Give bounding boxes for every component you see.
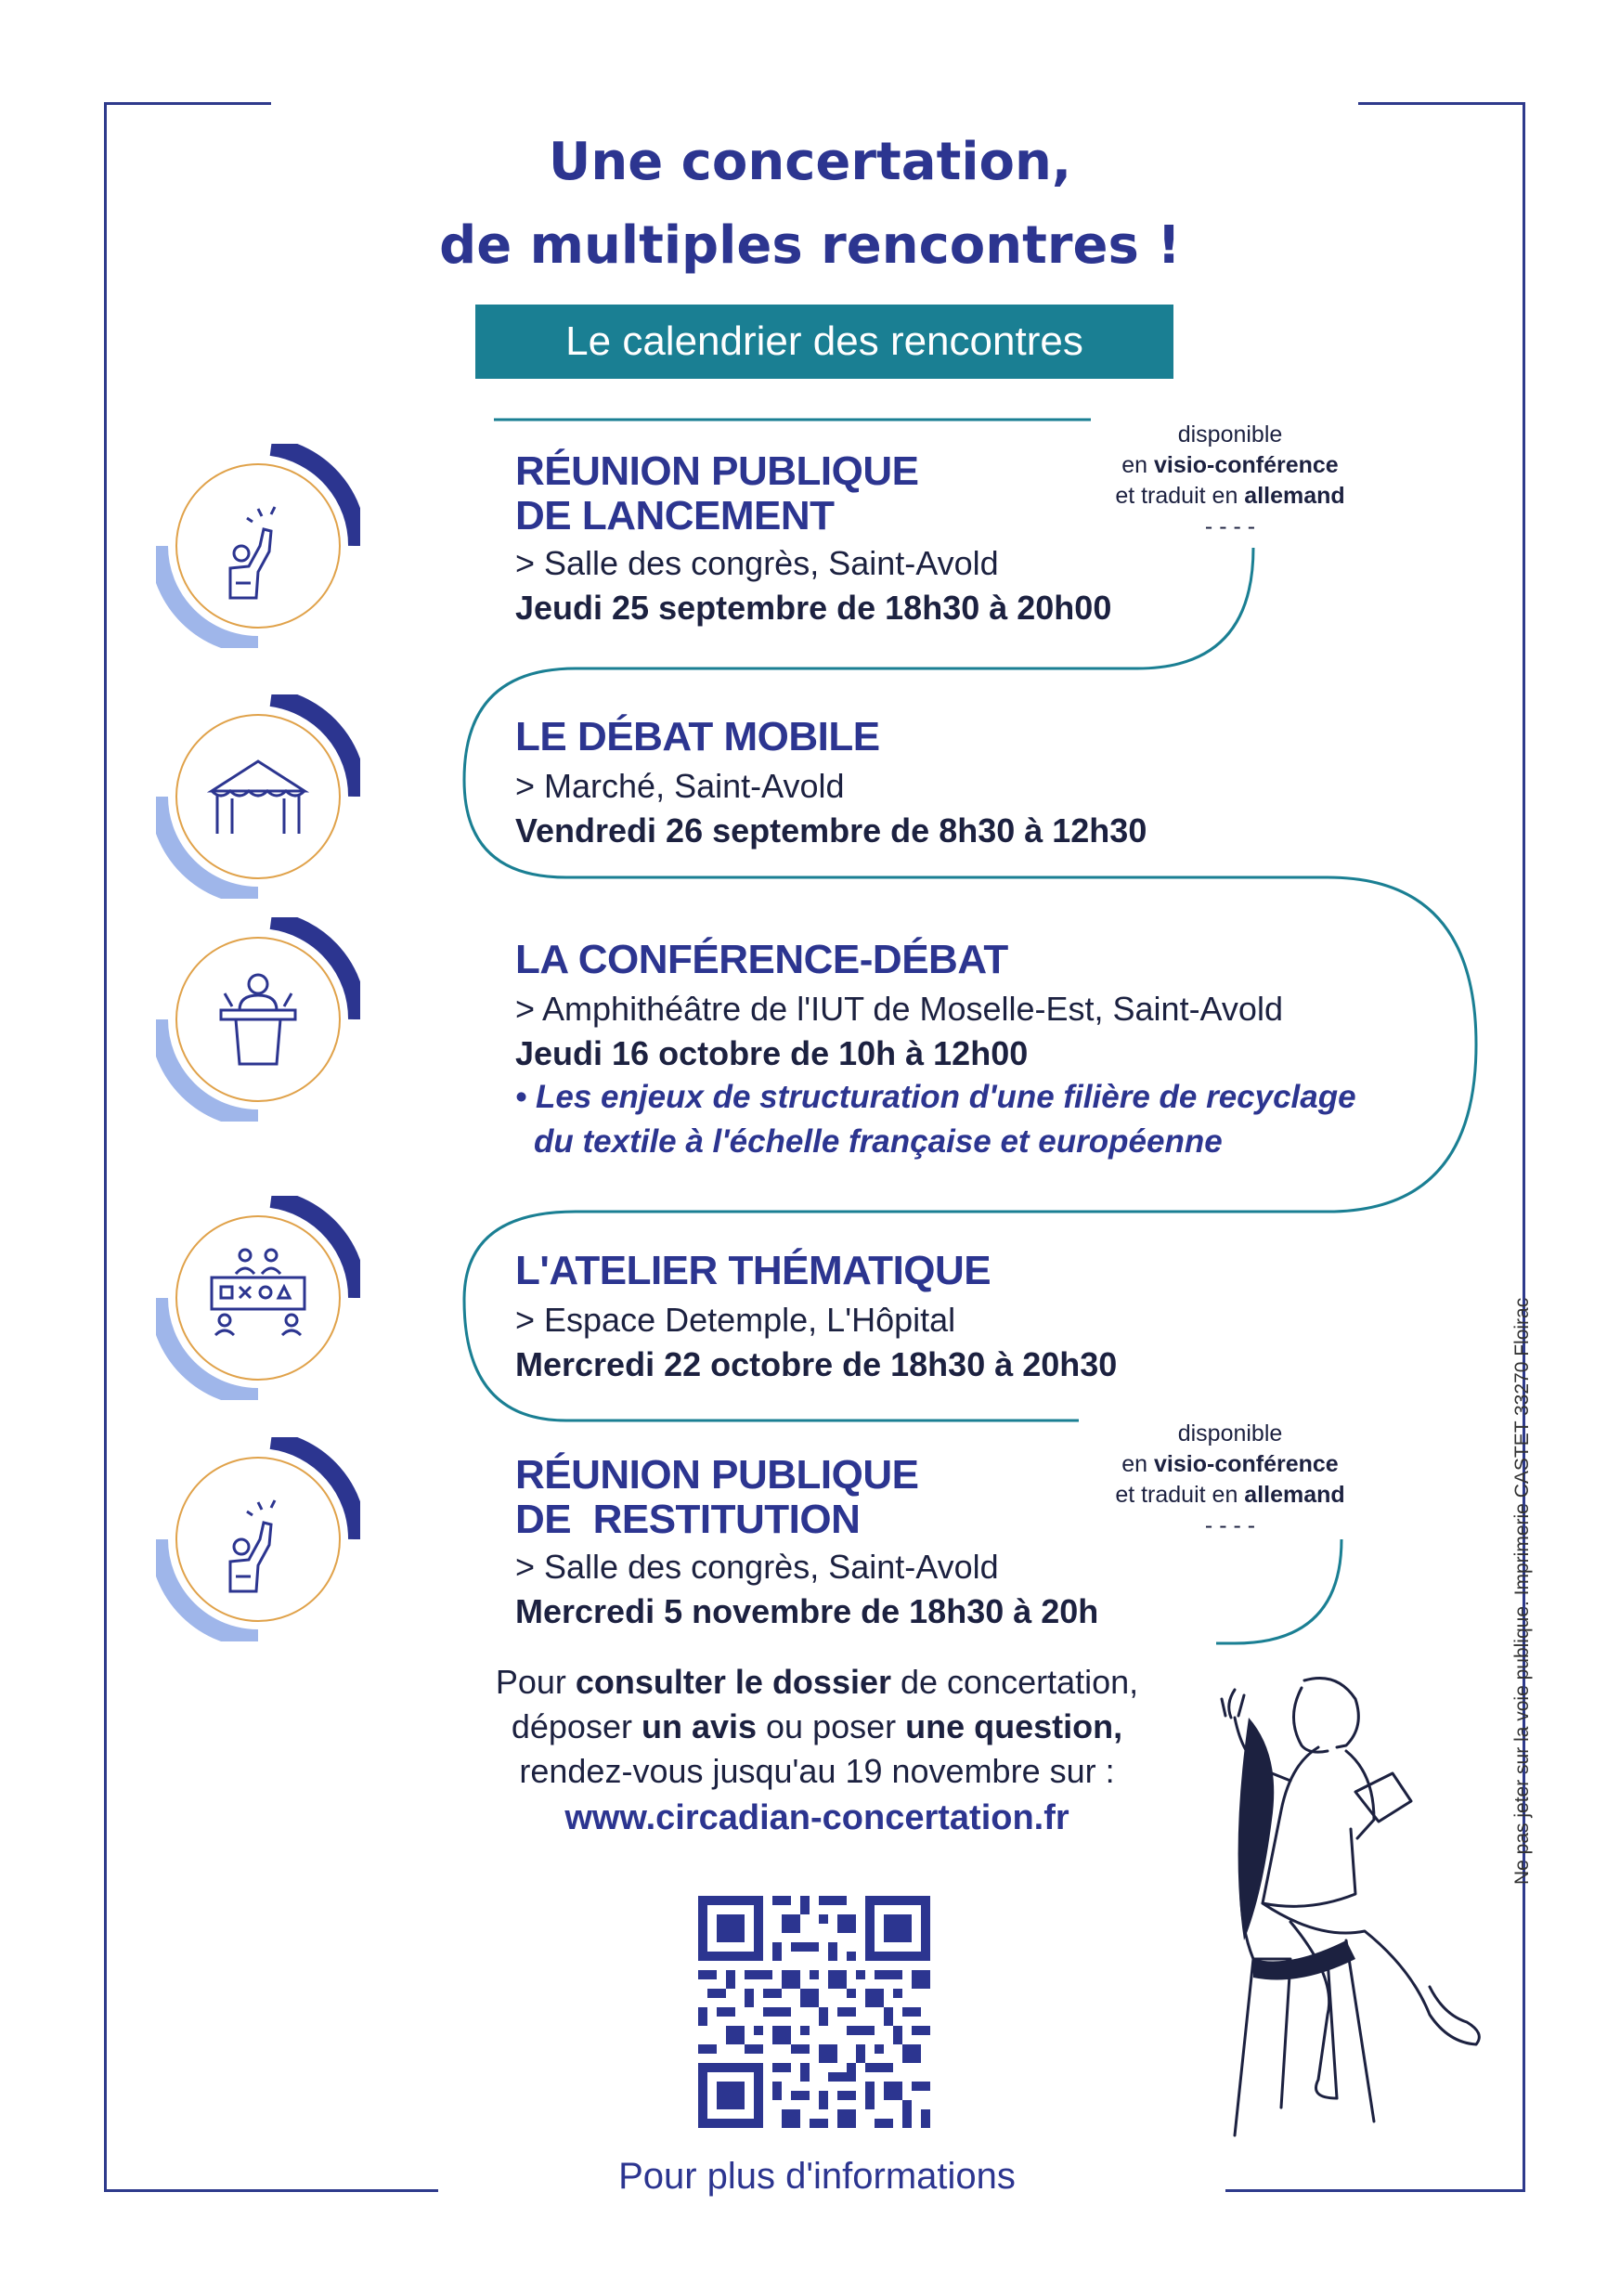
event-3-location: > Amphithéâtre de l'IUT de Moselle-Est, Saint-Avold [515,990,1283,1028]
more-info-label: Pour plus d'informations [618,2156,1016,2197]
consultation-text-part: Pour [495,1663,576,1701]
availability-language: allemand [1244,483,1345,509]
consultation-highlight: consulter le dossier [575,1663,891,1701]
event-5-title-line-2: DE RESTITUTION [515,1497,861,1542]
event-3-date: Jeudi 16 octobre de 10h à 12h00 [515,1034,1029,1072]
availability-visio: visio-conférence [1154,452,1339,478]
availability-prefix: en [1121,1451,1155,1477]
availability-note-1 [1091,420,1369,542]
event-1-title-line-1: RÉUNION PUBLIQUE [515,448,919,494]
availability-prefix: et traduit en [1115,1482,1245,1508]
consultation-text [408,1660,1225,1794]
event-3-topic-line-1: • Les enjeux de structuration d'une filière de recyclage [515,1079,1356,1115]
availability-dashes: - - - - [1204,1512,1256,1538]
event-5-title-line-1: RÉUNION PUBLIQUE [515,1452,919,1498]
print-notice: Ne pas jeter sur la voie publique. Imprimerie CASTET 33270 Floirac [1511,1297,1533,1885]
availability-line-3 [1091,1480,1369,1511]
raised-hand-icon [156,1437,360,1641]
availability-line-2 [1091,1449,1369,1480]
title-line-1: Une concertation, [548,132,1072,192]
qr-code[interactable] [698,1896,930,2128]
availability-language: allemand [1244,1482,1345,1508]
event-1-location: > Salle des congrès, Saint-Avold [515,544,999,582]
event-5-title [515,1453,918,1542]
consultation-text-part: déposer [511,1707,642,1745]
event-2-date: Vendredi 26 septembre de 8h30 à 12h30 [515,811,1147,850]
timeline-curve-2 [1216,1539,1341,1643]
availability-prefix: et traduit en [1115,483,1245,509]
title-line-2: de multiples rencontres ! [439,215,1181,276]
availability-line-1: disponible [1177,1420,1283,1446]
consultation-line-1 [408,1660,1225,1705]
consultation-text-part: de concertation, [891,1663,1139,1701]
event-5-location: > Salle des congrès, Saint-Avold [515,1548,999,1586]
event-5-date: Mercredi 5 novembre de 18h30 à 20h [515,1592,1099,1630]
event-3-topic [515,1075,1444,1164]
event-4-title: L'ATELIER THÉMATIQUE [515,1248,991,1293]
calendar-banner: Le calendrier des rencontres [475,305,1173,379]
availability-prefix: en [1121,452,1155,478]
website-link[interactable]: www.circadian-concertation.fr [564,1798,1069,1837]
event-4-date: Mercredi 22 octobre de 18h30 à 20h30 [515,1345,1118,1383]
availability-line-3 [1091,481,1369,512]
speaker-podium-icon [156,917,360,1122]
event-1-title-line-2: DE LANCEMENT [515,493,835,538]
event-4-location: > Espace Detemple, L'Hôpital [515,1301,956,1339]
woman-with-tablet-illustration [1198,1662,1495,2145]
event-3-title: LA CONFÉRENCE-DÉBAT [515,937,1008,982]
workshop-table-icon [156,1196,360,1400]
consultation-line-3: rendez-vous jusqu'au 19 novembre sur : [519,1752,1115,1790]
event-2-location: > Marché, Saint-Avold [515,767,845,805]
event-1-date: Jeudi 25 septembre de 18h30 à 20h00 [515,589,1112,627]
availability-line-2 [1091,450,1369,481]
raised-hand-icon [156,444,360,648]
availability-note-2 [1091,1419,1369,1541]
event-1-title [515,449,918,538]
consultation-text-part: ou poser [757,1707,906,1745]
availability-line-1: disponible [1177,422,1283,448]
consultation-highlight: un avis [641,1707,758,1745]
availability-visio: visio-conférence [1154,1451,1339,1477]
consultation-line-2 [408,1705,1225,1749]
market-tent-icon [156,694,360,899]
event-3-topic-line-2: du textile à l'échelle française et européenne [534,1123,1223,1160]
availability-dashes: - - - - [1204,513,1256,539]
event-2-title: LE DÉBAT MOBILE [515,714,880,759]
consultation-highlight: une question, [905,1707,1123,1745]
